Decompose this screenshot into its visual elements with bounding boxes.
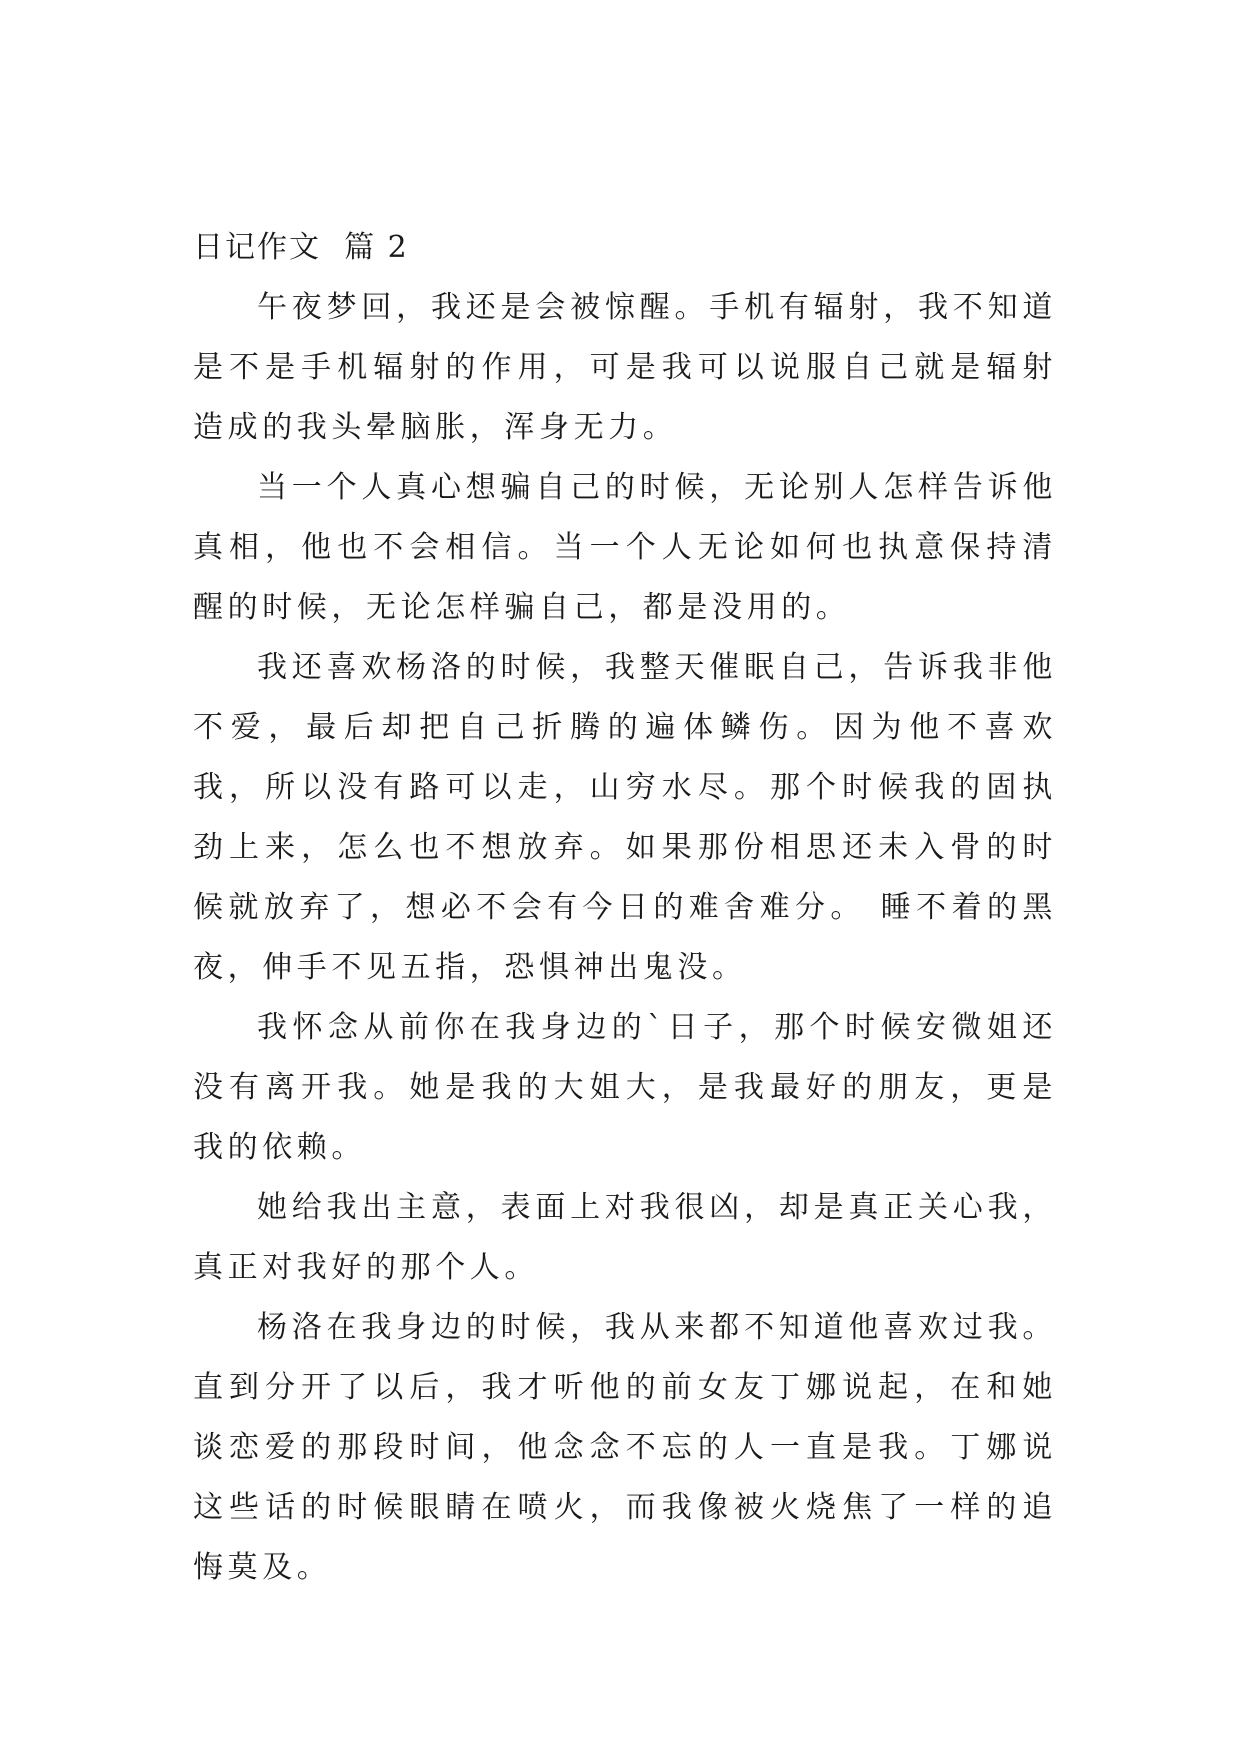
paragraph-4: 我怀念从前你在我身边的`日子，那个时候安微姐还没有离开我。她是我的大姐大，是我最好的朋友，更是我的依赖。 xyxy=(193,1010,1057,1165)
document-title: 日记作文 篇 2 xyxy=(193,230,409,265)
paragraph-3: 我还喜欢杨洛的时候，我整天催眠自己，告诉我非他不爱，最后却把自己折腾的遍体鳞伤。因为他不喜欢我，所以没有路可以走，山穷水尽。那个时候我的固执劲上来，怎么也不想放弃。如果那份相思还未入骨的时候就放弃了，想必不会有今日的难舍难分。 睡不着的黑夜，伸手不见五指，恐惧神出鬼没。 xyxy=(193,650,1057,985)
document-body xyxy=(193,218,1057,1598)
paragraph-6: 杨洛在我身边的时候，我从来都不知道他喜欢过我。直到分开了以后，我才听他的前女友丁娜说起，在和她谈恋爱的那段时间，他念念不忘的人一直是我。丁娜说这些话的时候眼睛在喷火，而我像被火烧焦了一样的追悔莫及。 xyxy=(193,1310,1057,1585)
paragraph-1: 午夜梦回，我还是会被惊醒。手机有辐射，我不知道是不是手机辐射的作用，可是我可以说服自己就是辐射造成的我头晕脑胀，浑身无力。 xyxy=(193,290,1057,445)
paragraph-2: 当一个人真心想骗自己的时候，无论别人怎样告诉他真相，他也不会相信。当一个人无论如何也执意保持清醒的时候，无论怎样骗自己，都是没用的。 xyxy=(193,470,1057,625)
paragraph-5: 她给我出主意，表面上对我很凶，却是真正关心我，真正对我好的那个人。 xyxy=(193,1190,1057,1285)
